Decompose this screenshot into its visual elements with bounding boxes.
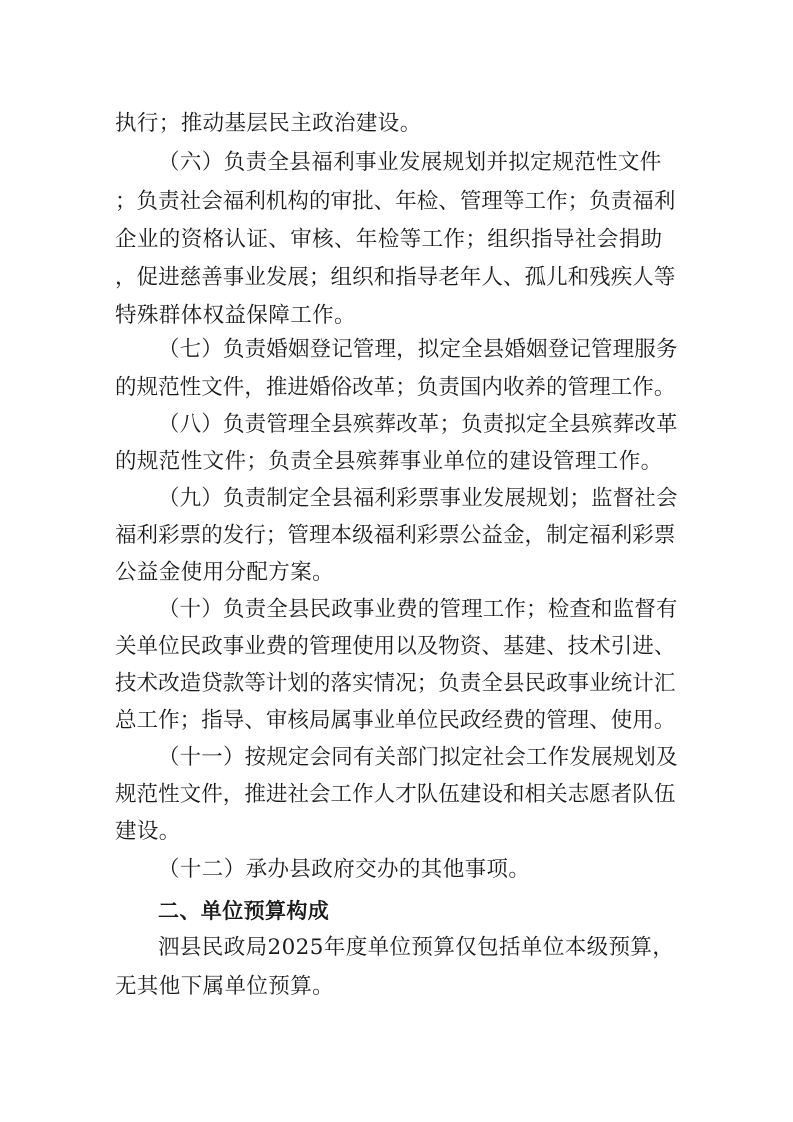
text-line: 泗县民政局2025年度单位预算仅包括单位本级预算， <box>158 935 675 960</box>
text-line: 技术改造贷款等计划的落实情况；负责全县民政事业统计汇 <box>115 671 676 696</box>
text-line: 关单位民政事业费的管理使用以及物资、基建、技术引进、 <box>115 634 676 659</box>
text-line: 公益金使用分配方案。 <box>115 560 335 585</box>
text-line: 福利彩票的发行；管理本级福利彩票公益金，制定福利彩票 <box>115 523 676 548</box>
text-line: 企业的资格认证、审核、年检等工作；组织指导社会捐助 <box>115 227 663 252</box>
text-line: 的规范性文件；负责全县殡葬事业单位的建设管理工作。 <box>115 449 663 474</box>
text-line: （十）负责全县民政事业费的管理工作；检查和监督有 <box>158 597 678 622</box>
text-line: 总工作；指导、审核局属事业单位民政经费的管理、使用。 <box>115 708 676 733</box>
text-line: 规范性文件，推进社会工作人才队伍建设和相关志愿者队伍 <box>115 782 676 807</box>
text-line: （十一）按规定会同有关部门拟定社会工作发展规划及 <box>158 745 678 770</box>
text-line: 执行；推动基层民主政治建设。 <box>115 111 422 136</box>
text-line: （六）负责全县福利事业发展规划并拟定规范性文件 <box>158 150 662 175</box>
text-line: 特殊群体权益保障工作。 <box>115 303 356 328</box>
text-line: 建设。 <box>115 819 181 844</box>
text-line: （九）负责制定全县福利彩票事业发展规划；监督社会 <box>158 486 678 511</box>
text-line: ，促进慈善事业发展；组织和指导老年人、孤儿和残疾人等 <box>115 265 676 290</box>
text-line: （七）负责婚姻登记管理，拟定全县婚姻登记管理服务 <box>158 337 678 362</box>
section-heading: 二、单位预算构成 <box>158 899 330 923</box>
text-line: 的规范性文件，推进婚俗改革；负责国内收养的管理工作。 <box>115 375 676 400</box>
text-line: （八）负责管理全县殡葬改革；负责拟定全县殡葬改革 <box>158 412 678 437</box>
text-line: 无其他下属单位预算。 <box>115 974 335 999</box>
text-line: ；负责社会福利机构的审批、年检、管理等工作；负责福利 <box>115 189 676 214</box>
text-line: （十二）承办县政府交办的其他事项。 <box>158 857 531 882</box>
